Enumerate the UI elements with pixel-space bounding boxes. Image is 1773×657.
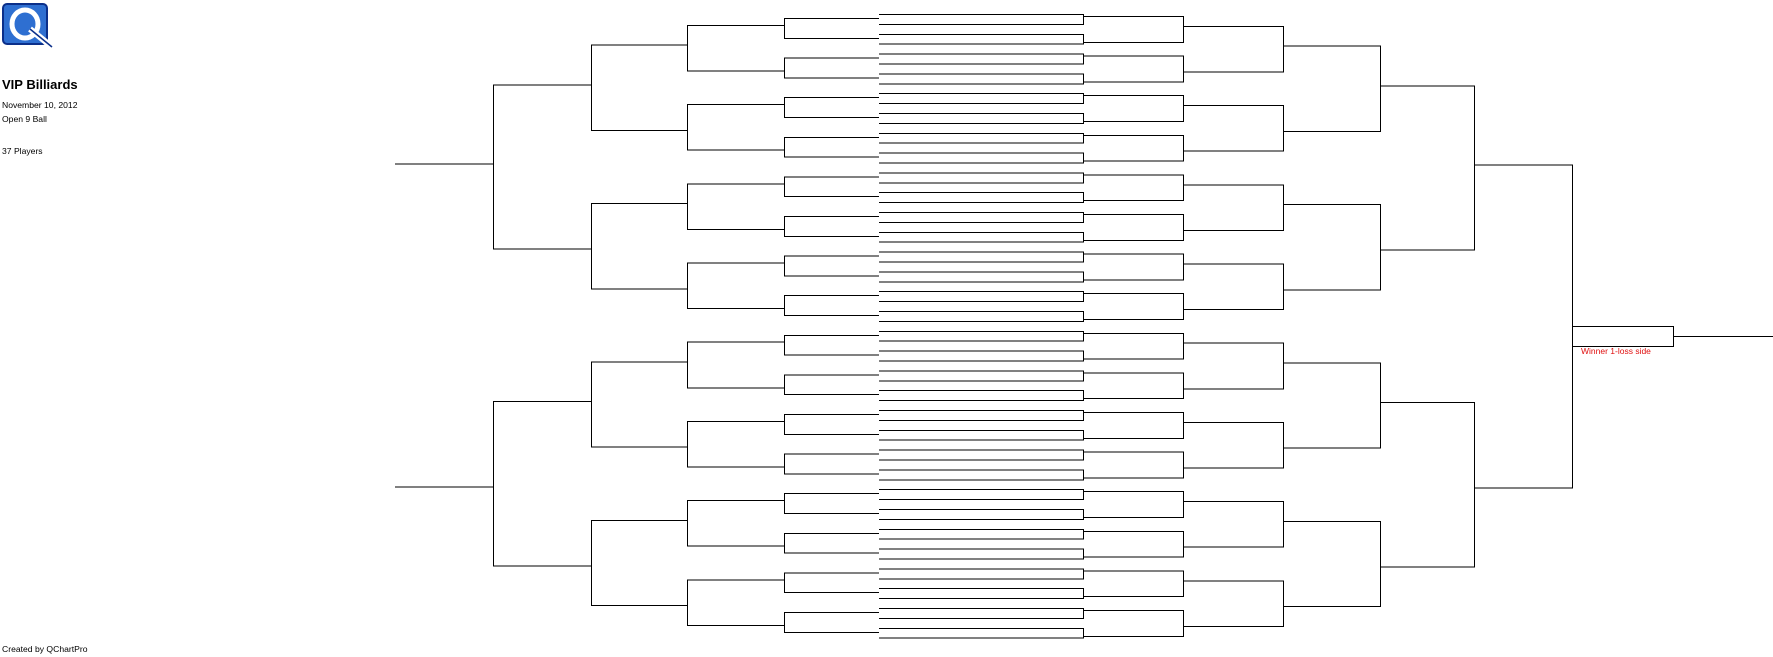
winner-note: Winner 1-loss side <box>1581 346 1651 356</box>
qchartpro-logo-icon <box>2 3 58 49</box>
event-date: November 10, 2012 <box>2 100 78 110</box>
credit-text: Created by QChartPro <box>2 644 88 654</box>
player-count: 37 Players <box>2 146 43 156</box>
event-game: Open 9 Ball <box>2 114 47 124</box>
page-title: VIP Billiards <box>2 77 78 92</box>
